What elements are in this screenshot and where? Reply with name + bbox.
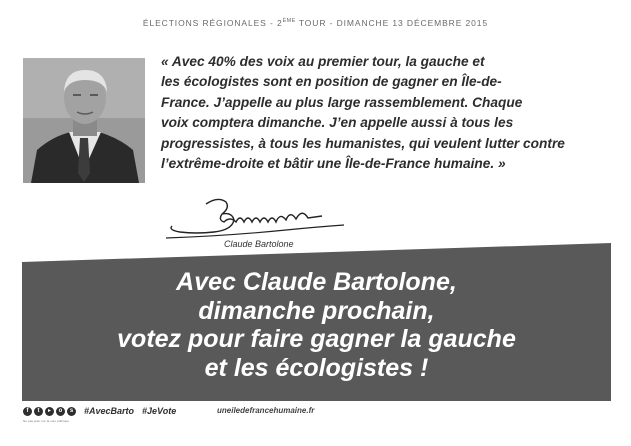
footer <box>23 404 176 418</box>
legal-mention: Ne pas jeter sur la voie publique <box>23 419 70 423</box>
signer-name: Claude Bartolone <box>224 239 294 249</box>
slogan-line: et les écologistes ! <box>204 353 429 382</box>
header-title-end: TOUR - DIMANCHE 13 DÉCEMBRE 2015 <box>295 18 489 28</box>
quote-line: les écologistes sont en position de gagner en Île-de- <box>161 74 502 90</box>
slogan-line: dimanche prochain, <box>198 296 435 325</box>
slogan-line: votez pour faire gagner la gauche <box>117 325 516 353</box>
header-title-sup: ÈME <box>282 18 296 25</box>
youtube-icon[interactable]: ▸ <box>45 407 54 416</box>
website-link[interactable]: uneiledefrancehumaine.fr <box>217 406 315 415</box>
handwritten-signature <box>166 192 356 242</box>
hashtag-avecbarto[interactable]: #AvecBarto <box>84 406 135 416</box>
header-title-start: ÉLECTIONS RÉGIONALES - 2 <box>142 18 283 28</box>
slogan <box>22 268 611 382</box>
hashtag-jevote[interactable]: #JeVote <box>142 406 177 416</box>
quote-line: voix comptera dimanche. J’en appelle aussi à tous les <box>161 115 514 131</box>
candidate-photo <box>23 58 145 183</box>
twitter-icon[interactable]: t <box>34 407 43 416</box>
quote-line: l’extrême-droite et bâtir une Île-de-France humaine. » <box>161 156 506 172</box>
election-header <box>0 18 631 28</box>
candidate-quote <box>161 52 601 174</box>
quote-line: « Avec 40% des voix au premier tour, la gauche et <box>161 54 485 69</box>
facebook-icon[interactable]: f <box>23 407 32 416</box>
slogan-line: Avec Claude Bartolone, <box>176 268 457 296</box>
snapchat-icon[interactable]: s <box>67 407 76 416</box>
social-icons <box>23 407 76 416</box>
instagram-icon[interactable]: o <box>56 407 65 416</box>
quote-line: France. J’appelle au plus large rassemblement. Chaque <box>161 94 523 110</box>
quote-line: progressistes, à tous les humanistes, qui veulent lutter contre <box>161 135 565 151</box>
